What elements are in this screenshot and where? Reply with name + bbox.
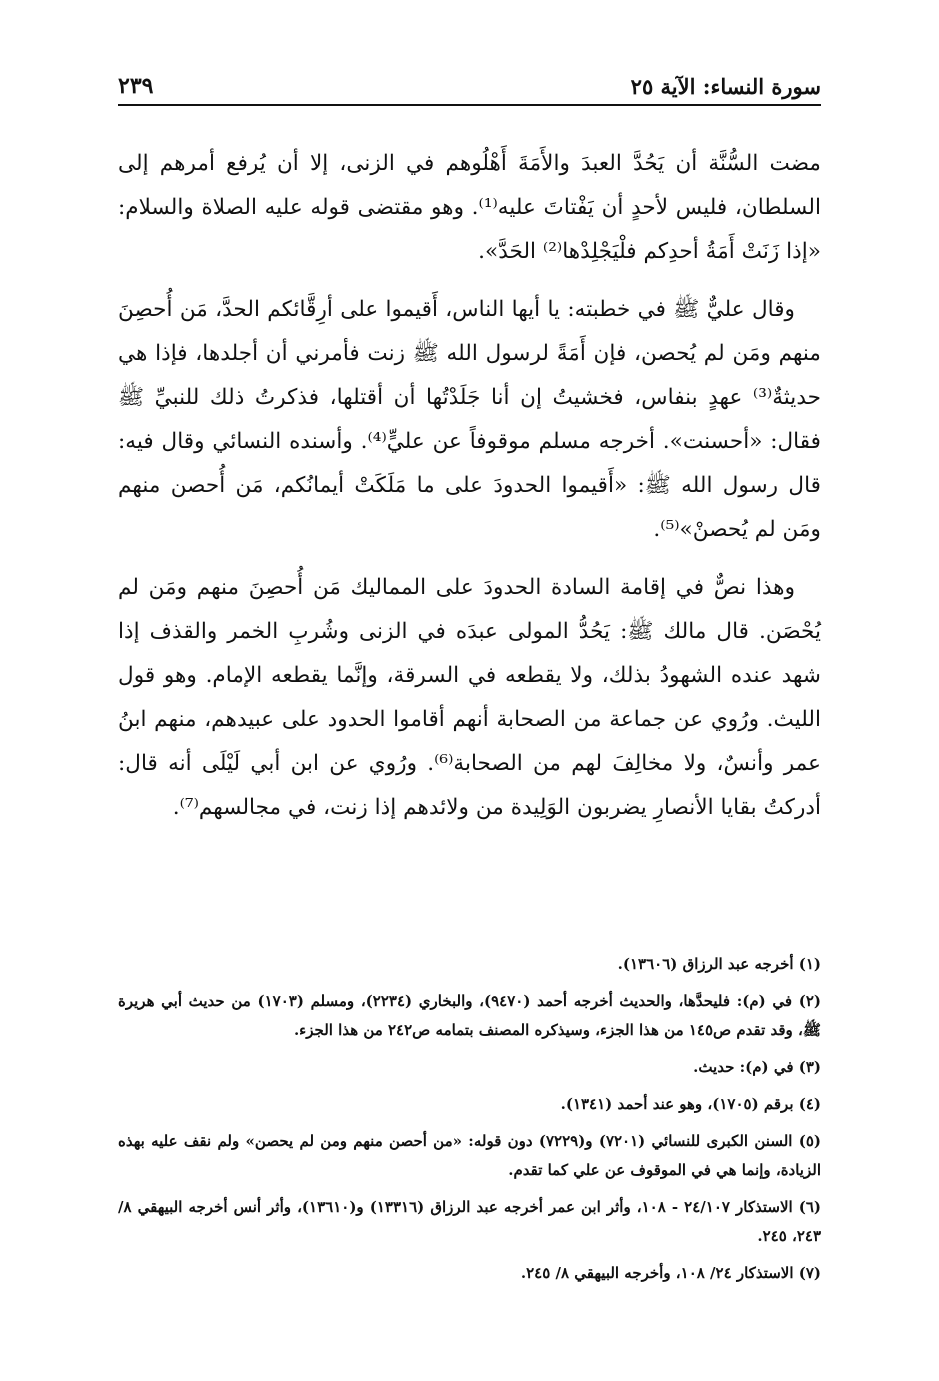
surah-title: سورة النساء: الآية ٢٥ <box>630 73 821 99</box>
footnotes <box>118 950 821 1296</box>
footnote: (١) أخرجه عبد الرزاق (١٣٦٠٦). <box>617 955 821 973</box>
paragraph: وقال عليٌّ ﷺ في خطبته: يا أيها الناس، أَقيموا على أرِقَّائكم الحدَّ، مَن أُحصِنَ منهم ومَن لم يُحصن، فإن أَمَةً لرسول الله ﷺ زنت فأمرني أن أجلدها، فإذا هي حديثةٌ⁽³⁾ عهدٍ بنفاس، فخشيتُ إن أنا جَلَدْتُها أن أقتلها، فذكرتُ ذلك للنبيِّ ﷺ فقال: «أحسنت». أخرجه مسلم موقوفاً عن عليٍّ⁽⁴⁾. وأسنده النسائي وقال فيه: قال رسول الله ﷺ: «أَقيموا الحدودَ على ما مَلَكَتْ أيمانُكم، مَن أُحصن منهم ومَن لم يُحصنْ»⁽⁵⁾. <box>118 297 822 542</box>
footnote: (٣) في (م): حديث. <box>693 1058 821 1076</box>
main-text <box>118 142 821 844</box>
paragraph: مضت السُّنَّة أن يَحُدَّ العبدَ والأَمَةَ أَهْلُوهم في الزنى، إلا أن يُرفع أمرهم إلى السلطان، فليس لأحدٍ أن يَفْتاتَ عليه⁽¹⁾. وهو مقتضى قوله عليه الصلاة والسلام: «إذا زَنَتْ أَمَةُ أحدِكم فلْيَجْلِدْها⁽²⁾ الحَدَّ». <box>118 151 821 264</box>
page-header <box>118 68 821 106</box>
page-number: ٢٣٩ <box>118 73 154 99</box>
paragraph: وهذا نصٌّ في إقامة السادة الحدودَ على المماليك مَن أُحصِنَ منهم ومَن لم يُحْصَن. قال مالك ﷺ: يَحُدُّ المولى عبدَه في الزنى وشُربِ الخمر والقذف إذا شهد عنده الشهودُ بذلك، ولا يقطعه في السرقة، وإنَّما يقطعه الإمام. وهو قول الليث. ورُوي عن جماعة من الصحابة أنهم أقاموا الحدود على عبيدهم، منهم ابنُ عمر وأنسٌ، ولا مخالِفَ لهم من الصحابة⁽⁶⁾. ورُوي عن ابن أبي لَيْلَى أنه قال: أدركتُ بقايا الأنصارِ يضربون الوَلِيدة من ولائدهم إذا زنت، في مجالسهم⁽⁷⁾. <box>118 575 821 820</box>
footnote: (٢) في (م): فليحدَّها، والحديث أخرجه أحمد (٩٤٧٠)، والبخاري (٢٢٣٤)، ومسلم (١٧٠٣) من حديث أبي هريرة ﷺ، وقد تقدم ص١٤٥ من هذا الجزء، وسيذكره المصنف بتمامه ص٢٤٢ من هذا الجزء. <box>118 992 821 1039</box>
footnote: (٥) السنن الكبرى للنسائي (٧٢٠١) و(٧٢٢٩) دون قوله: «من أحصن منهم ومن لم يحصن» ولم نقف عليه بهذه الزيادة، وإنما هي في الموقوف عن علي كما تقدم. <box>118 1132 821 1179</box>
footnote: (٤) برقم (١٧٠٥)، وهو عند أحمد (١٣٤١). <box>560 1095 821 1113</box>
footnote: (٦) الاستذكار ٢٤/١٠٧ - ١٠٨، وأثر ابن عمر أخرجه عبد الرزاق (١٣٣١٦) و(١٣٦١٠)، وأثر أنس أخرجه البيهقي ٨/ ٢٤٣، ٢٤٥. <box>118 1198 822 1245</box>
footnote: (٧) الاستذكار ٢٤/ ١٠٨، وأخرجه البيهقي ٨/ ٢٤٥. <box>520 1264 821 1282</box>
